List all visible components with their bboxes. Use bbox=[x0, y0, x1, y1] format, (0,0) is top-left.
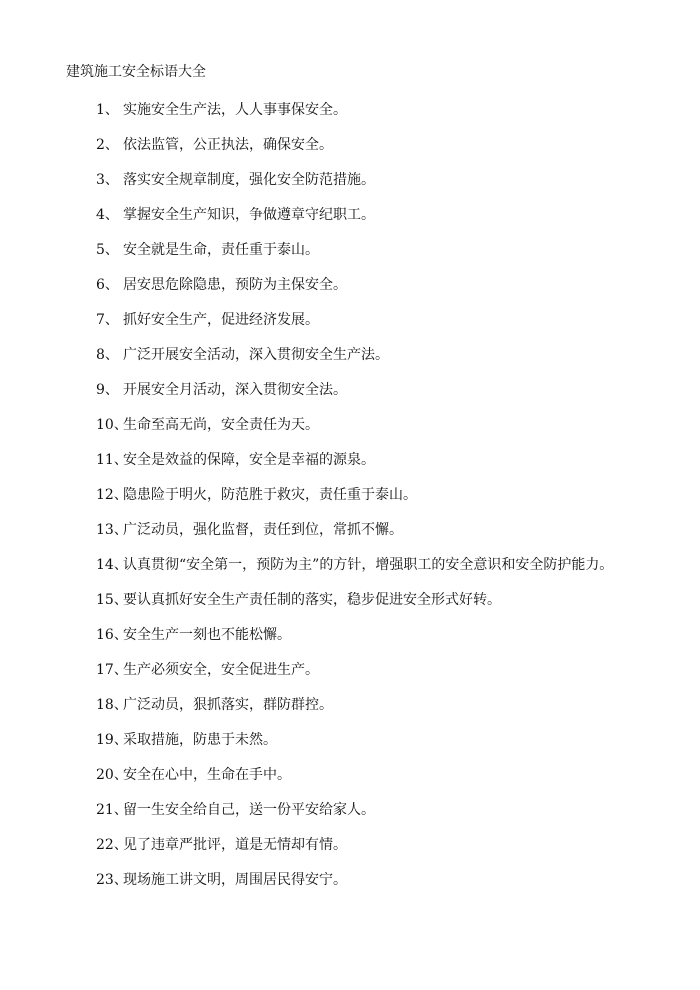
list-item-text: 开展安全月活动，深入贯彻安全法。 bbox=[123, 382, 347, 398]
list-item-number: 23、 bbox=[96, 872, 128, 888]
list-item bbox=[96, 415, 692, 450]
list-item-number: 1、 bbox=[96, 102, 119, 118]
list-item-text: 掌握安全生产知识，争做遵章守纪职工。 bbox=[123, 207, 375, 223]
document-title: 建筑施工安全标语大全 bbox=[66, 64, 206, 80]
list-item bbox=[96, 485, 692, 520]
list-item-number: 14、 bbox=[96, 557, 128, 573]
list-item bbox=[96, 870, 692, 905]
list-item bbox=[96, 765, 692, 800]
list-item-number: 11、 bbox=[96, 452, 128, 468]
list-item bbox=[96, 380, 692, 415]
list-item-text: 广泛动员，狠抓落实，群防群控。 bbox=[123, 697, 333, 713]
list-item-text: 依法监管，公正执法，确保安全。 bbox=[123, 137, 333, 153]
list-item bbox=[96, 660, 692, 695]
list-item-number: 5、 bbox=[96, 242, 119, 258]
list-item-text: 生命至高无尚，安全责任为天。 bbox=[123, 417, 319, 433]
list-item-text: 现场施工讲文明，周围居民得安宁。 bbox=[123, 872, 347, 888]
list-item-text: 生产必须安全，安全促进生产。 bbox=[123, 662, 319, 678]
list-item-text: 实施安全生产法，人人事事保安全。 bbox=[123, 102, 347, 118]
list-item-number: 2、 bbox=[96, 137, 119, 153]
list-item bbox=[96, 695, 692, 730]
list-item-text: 落实安全规章制度，强化安全防范措施。 bbox=[123, 172, 375, 188]
list-item bbox=[96, 730, 692, 765]
list-item-text: 抓好安全生产，促进经济发展。 bbox=[123, 312, 319, 328]
list-item-text: 隐患险于明火，防范胜于救灾，责任重于泰山。 bbox=[123, 487, 417, 503]
list-item bbox=[96, 835, 692, 870]
list-item-text: 安全就是生命，责任重于泰山。 bbox=[123, 242, 319, 258]
list-item-text: 采取措施，防患于未然。 bbox=[123, 732, 277, 748]
list-item-number: 19、 bbox=[96, 732, 128, 748]
list-item-text: 安全生产一刻也不能松懈。 bbox=[123, 627, 291, 643]
list-item-number: 7、 bbox=[96, 312, 119, 328]
list-item bbox=[96, 800, 692, 835]
list-item-number: 6、 bbox=[96, 277, 119, 293]
list-item bbox=[96, 135, 692, 170]
list-item-text: 安全在心中，生命在手中。 bbox=[123, 767, 291, 783]
list-item bbox=[96, 520, 692, 555]
list-item-number: 21、 bbox=[96, 802, 128, 818]
list-item-number: 8、 bbox=[96, 347, 119, 363]
list-item bbox=[96, 625, 692, 660]
list-item bbox=[96, 310, 692, 345]
list-item-text: 广泛动员，强化监督，责任到位，常抓不懈。 bbox=[123, 522, 403, 538]
list-item-text: 留一生安全给自己，送一份平安给家人。 bbox=[123, 802, 375, 818]
list-item-number: 3、 bbox=[96, 172, 119, 188]
list-item bbox=[96, 170, 692, 205]
list-item bbox=[96, 345, 692, 380]
list-item-text: 认真贯彻“安全第一，预防为主”的方针，增强职工的安全意识和安全防护能力。 bbox=[123, 557, 614, 573]
list-item-number: 17、 bbox=[96, 662, 128, 678]
slogan-list bbox=[96, 100, 692, 905]
list-item-number: 16、 bbox=[96, 627, 128, 643]
list-item-number: 13、 bbox=[96, 522, 128, 538]
list-item-text: 居安思危除隐患，预防为主保安全。 bbox=[123, 277, 347, 293]
list-item-text: 见了违章严批评，道是无情却有情。 bbox=[123, 837, 347, 853]
list-item-number: 15、 bbox=[96, 592, 128, 608]
list-item-text: 要认真抓好安全生产责任制的落实，稳步促进安全形式好转。 bbox=[123, 592, 501, 608]
list-item-number: 10、 bbox=[96, 417, 128, 433]
list-item bbox=[96, 205, 692, 240]
list-item bbox=[96, 275, 692, 310]
list-item bbox=[96, 240, 692, 275]
list-item-number: 22、 bbox=[96, 837, 128, 853]
list-item bbox=[96, 555, 692, 590]
list-item-number: 18、 bbox=[96, 697, 128, 713]
list-item bbox=[96, 590, 692, 625]
list-item-number: 4、 bbox=[96, 207, 119, 223]
list-item-number: 20、 bbox=[96, 767, 128, 783]
list-item bbox=[96, 450, 692, 485]
list-item-text: 广泛开展安全活动，深入贯彻安全生产法。 bbox=[123, 347, 389, 363]
list-item-text: 安全是效益的保障，安全是幸福的源泉。 bbox=[123, 452, 375, 468]
list-item bbox=[96, 100, 692, 135]
list-item-number: 12、 bbox=[96, 487, 128, 503]
list-item-number: 9、 bbox=[96, 382, 119, 398]
